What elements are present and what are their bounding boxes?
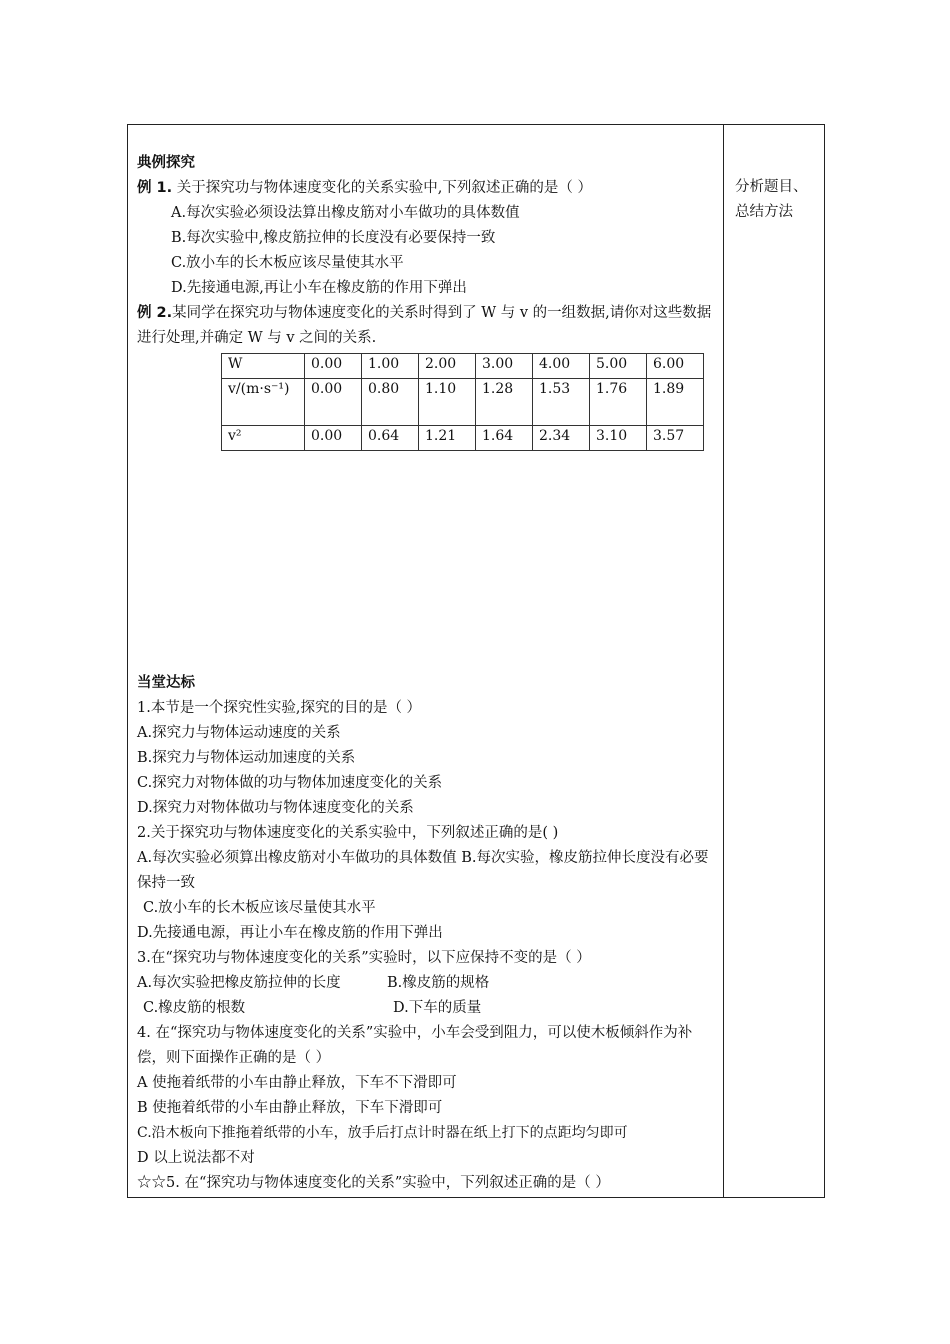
table-cell: 0.00: [305, 426, 362, 451]
question-1-option-a: A.探究力与物体运动速度的关系: [137, 725, 341, 741]
table-cell: 3.57: [647, 426, 704, 451]
table-cell: 0.00: [305, 354, 362, 379]
question-3-option-b: B.橡皮筋的规格: [387, 975, 490, 991]
table-cell: 2.34: [533, 426, 590, 451]
question-3-option-a: A.每次实验把橡皮筋拉伸的长度: [137, 975, 341, 991]
table-cell: 1.89: [647, 379, 704, 426]
question-4-option-c: C.沿木板向下推拖着纸带的小车，放手后打点计时器在纸上打下的点距均匀即可: [137, 1125, 628, 1141]
table-cell: 1.21: [419, 426, 476, 451]
table-row-label: v²: [222, 426, 305, 451]
table-cell: 1.10: [419, 379, 476, 426]
question-3-option-d: D.下车的质量: [393, 1000, 482, 1016]
example-2: [137, 301, 715, 351]
table-row: [222, 354, 704, 379]
question-4-option-d: D 以上说法都不对: [137, 1150, 255, 1166]
example-1-option-b: B.每次实验中,橡皮筋拉伸的长度没有必要保持一致: [171, 230, 496, 246]
table-cell: 2.00: [419, 354, 476, 379]
examples-title: 典例探究: [137, 155, 195, 171]
table-cell: 0.80: [362, 379, 419, 426]
question-2-option-ab: A.每次实验必须算出橡皮筋对小车做功的具体数值 B.每次实验，橡皮筋拉伸长度没有必要保持一致: [137, 850, 709, 891]
question-4-option-a: A 使拖着纸带的小车由静止释放，下车不下滑即可: [137, 1075, 457, 1091]
table-cell: 1.76: [590, 379, 647, 426]
table-row-label: W: [222, 354, 305, 379]
question-3-options-row-2: [137, 996, 715, 1021]
example-1-label: 例 1.: [137, 180, 173, 196]
table-row-label: v/(m·s⁻¹): [222, 379, 305, 426]
question-1-option-b: B.探究力与物体运动加速度的关系: [137, 750, 356, 766]
question-5: ☆☆5. 在“探究功与物体速度变化的关系”实验中，下列叙述正确的是（ ）: [137, 1175, 610, 1191]
column-divider: [723, 125, 724, 1197]
table-cell: 0.64: [362, 426, 419, 451]
table-cell: 6.00: [647, 354, 704, 379]
practice-title: 当堂达标: [137, 675, 195, 691]
question-4-option-b: B 使拖着纸带的小车由静止释放，下车下滑即可: [137, 1100, 443, 1116]
question-2-option-d: D.先接通电源，再让小车在橡皮筋的作用下弹出: [137, 925, 443, 941]
example-1-option-c: C.放小车的长木板应该尽量使其水平: [171, 255, 404, 271]
question-1-option-d: D.探究力对物体做功与物体速度变化的关系: [137, 800, 414, 816]
table-cell: 1.53: [533, 379, 590, 426]
table-cell: 0.00: [305, 379, 362, 426]
side-note: 分析题目、总结方法: [735, 179, 808, 220]
table-cell: 1.64: [476, 426, 533, 451]
table-row: [222, 379, 704, 426]
table-cell: 1.00: [362, 354, 419, 379]
example-1-option-d: D.先接通电源,再让小车在橡皮筋的作用下弹出: [171, 280, 467, 296]
example-1-question: 关于探究功与物体速度变化的关系实验中,下列叙述正确的是（ ）: [176, 180, 592, 196]
example-1: [137, 176, 715, 201]
question-1-option-c: C.探究力对物体做的功与物体加速度变化的关系: [137, 775, 443, 791]
main-column: [137, 151, 715, 1196]
table-cell: 4.00: [533, 354, 590, 379]
data-table: [221, 353, 704, 451]
lesson-table-frame: [127, 124, 825, 1198]
table-cell: 3.10: [590, 426, 647, 451]
table-cell: 3.00: [476, 354, 533, 379]
question-3-option-c: C.橡皮筋的根数: [143, 1000, 246, 1016]
answer-space: [137, 451, 715, 671]
table-cell: 1.28: [476, 379, 533, 426]
question-4: 4. 在“探究功与物体速度变化的关系”实验中，小车会受到阻力，可以使木板倾斜作为补偿，则下面操作正确的是（ ）: [137, 1025, 693, 1066]
example-2-label: 例 2.: [137, 305, 173, 321]
question-3-options-row-1: [137, 971, 715, 996]
table-row: [222, 426, 704, 451]
question-1: 1.本节是一个探究性实验,探究的目的是（ ）: [137, 700, 422, 716]
question-2: 2.关于探究功与物体速度变化的关系实验中，下列叙述正确的是( ): [137, 825, 559, 841]
example-2-question: 某同学在探究功与物体速度变化的关系时得到了 W 与 v 的一组数据,请你对这些数据进行处理,并确定 W 与 v 之间的关系.: [137, 305, 712, 346]
question-3: 3.在“探究功与物体速度变化的关系”实验时，以下应保持不变的是（ ）: [137, 950, 591, 966]
example-1-option-a: A.每次实验必须设法算出橡皮筋对小车做功的具体数值: [171, 205, 520, 221]
table-cell: 5.00: [590, 354, 647, 379]
question-2-option-c: C.放小车的长木板应该尽量使其水平: [143, 900, 376, 916]
